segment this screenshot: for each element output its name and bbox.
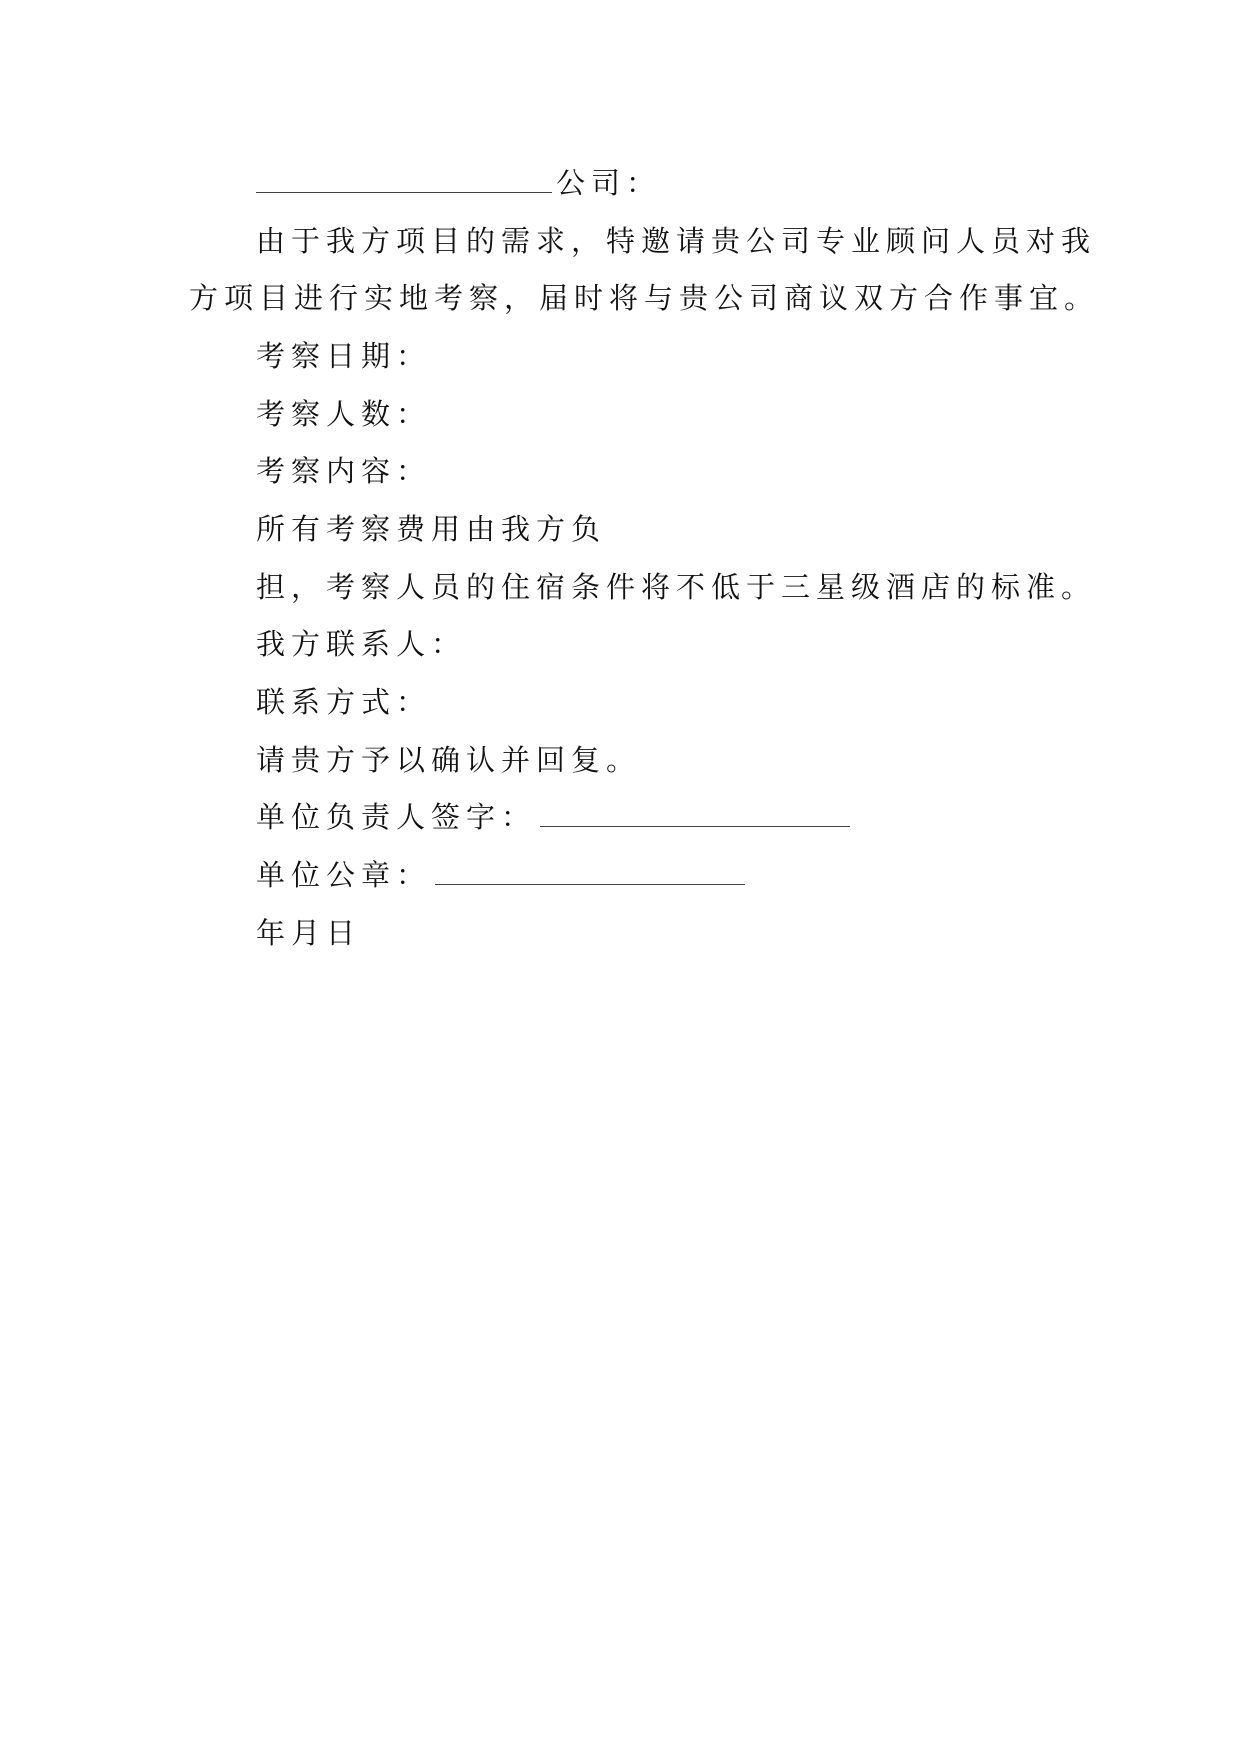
date-line: 年月日 — [256, 916, 362, 950]
confirm-request: 请贵方予以确认并回复。 — [256, 743, 642, 777]
seal-label: 单位公章： — [256, 858, 432, 892]
signature-line — [256, 797, 850, 837]
expense-line-2: 担，考察人员的住宿条件将不低于三星级酒店的标准。 — [256, 570, 1097, 604]
contact-person-label: 我方联系人： — [256, 627, 467, 661]
body-line-1: 由于我方项目的需求，特邀请贵公司专业顾问人员对我 — [256, 224, 1097, 258]
expense-line-1: 所有考察费用由我方负 — [256, 512, 607, 546]
contact-method-label: 联系方式： — [256, 685, 432, 719]
inspection-count-label: 考察人数： — [256, 397, 432, 431]
inspection-content-label: 考察内容： — [256, 454, 432, 488]
salutation-suffix: 公司： — [556, 166, 662, 200]
salutation-line — [256, 163, 661, 203]
company-name-blank — [256, 164, 552, 193]
signature-label: 单位负责人签字： — [256, 800, 537, 834]
signature-blank — [540, 798, 850, 827]
inspection-date-label: 考察日期： — [256, 339, 432, 373]
seal-line — [256, 855, 745, 895]
seal-blank — [435, 856, 745, 885]
body-line-2: 方项目进行实地考察，届时将与贵公司商议双方合作事宜。 — [189, 281, 1100, 315]
